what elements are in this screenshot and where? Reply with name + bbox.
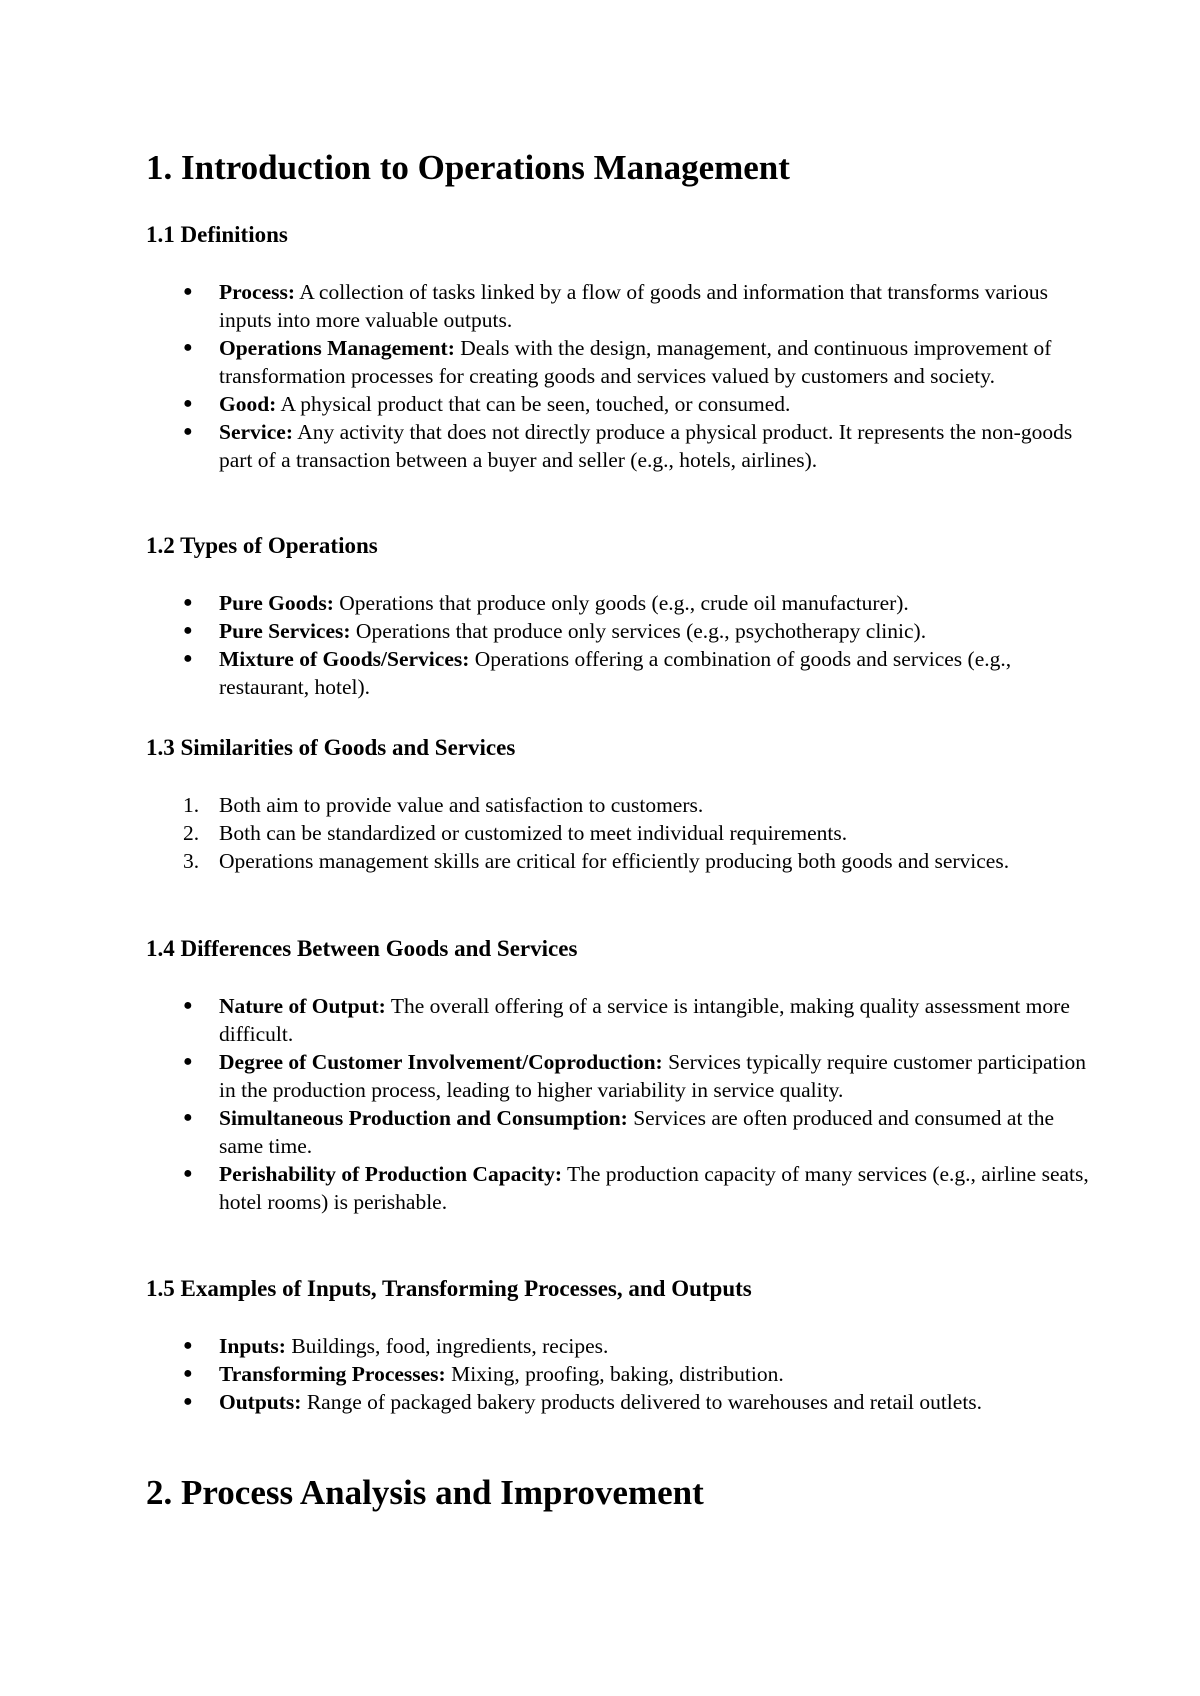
list-item: 2. Both can be standardized or customized to meet individual requirements. — [183, 821, 848, 845]
section-1-4-title: 1.4 Differences Between Goods and Services — [146, 936, 578, 961]
list-item: ● Service: Any activity that does not directly produce a physical product. It represents the non-goods part of a transaction between a buyer and seller (e.g., hotels, airlines). — [183, 420, 1073, 472]
bullet-icon: ● — [183, 283, 193, 300]
bullet-icon: ● — [183, 1337, 193, 1354]
list-item: ● Transforming Processes: Mixing, proofing, baking, distribution. — [183, 1362, 784, 1386]
definitions-list — [183, 278, 1099, 474]
bullet-icon: ● — [183, 339, 193, 356]
bullet-icon: ● — [183, 622, 193, 639]
section-1-title: 1. Introduction to Operations Management — [146, 148, 790, 187]
list-item: ● Pure Goods: Operations that produce only goods (e.g., crude oil manufacturer). — [183, 591, 909, 615]
list-item: ● Good: A physical product that can be seen, touched, or consumed. — [183, 392, 791, 416]
list-item: ● Simultaneous Production and Consumption: Services are often produced and consumed at the same time. — [183, 1106, 1055, 1158]
types-list — [183, 589, 1099, 701]
list-item: ● Operations Management: Deals with the design, management, and continuous improvement of transformation processes for creating goods and services valued by customers and society. — [183, 336, 1052, 388]
section-1-3-title: 1.3 Similarities of Goods and Services — [146, 735, 516, 760]
list-item: ● Process: A collection of tasks linked by a flow of goods and information that transforms various inputs into more valuable outputs. — [183, 280, 1048, 332]
examples-list — [183, 1332, 1099, 1416]
similarities-list — [183, 791, 1099, 875]
list-item: ● Mixture of Goods/Services: Operations offering a combination of goods and services (e.g., restaurant, hotel). — [183, 647, 1012, 699]
bullet-icon: ● — [183, 650, 193, 667]
bullet-icon: ● — [183, 1109, 193, 1126]
differences-list — [183, 992, 1099, 1216]
list-item: ● Inputs: Buildings, food, ingredients, recipes. — [183, 1334, 609, 1358]
list-item: ● Pure Services: Operations that produce only services (e.g., psychotherapy clinic). — [183, 619, 927, 643]
bullet-icon: ● — [183, 997, 193, 1014]
list-item: 3. Operations management skills are critical for efficiently producing both goods and services. — [183, 849, 1010, 873]
bullet-icon: ● — [183, 1165, 193, 1182]
list-item: ● Degree of Customer Involvement/Coproduction: Services typically require customer participation in the production process, leading to higher variability in service quality. — [183, 1050, 1086, 1102]
bullet-icon: ● — [183, 1393, 193, 1410]
section-2-title: 2. Process Analysis and Improvement — [146, 1473, 704, 1512]
bullet-icon: ● — [183, 423, 193, 440]
section-1-5-title: 1.5 Examples of Inputs, Transforming Processes, and Outputs — [146, 1276, 752, 1301]
bullet-icon: ● — [183, 1053, 193, 1070]
bullet-icon: ● — [183, 1365, 193, 1382]
list-item: ● Perishability of Production Capacity: The production capacity of many services (e.g., airline seats, hotel rooms) is perishable. — [183, 1162, 1089, 1214]
list-item: ● Outputs: Range of packaged bakery products delivered to warehouses and retail outlets. — [183, 1390, 983, 1414]
list-item: ● Nature of Output: The overall offering of a service is intangible, making quality assessment more difficult. — [183, 994, 1070, 1046]
section-1-2-title: 1.2 Types of Operations — [146, 533, 378, 558]
section-1-1-title: 1.1 Definitions — [146, 222, 288, 247]
list-item: 1. Both aim to provide value and satisfaction to customers. — [183, 793, 704, 817]
bullet-icon: ● — [183, 395, 193, 412]
bullet-icon: ● — [183, 594, 193, 611]
